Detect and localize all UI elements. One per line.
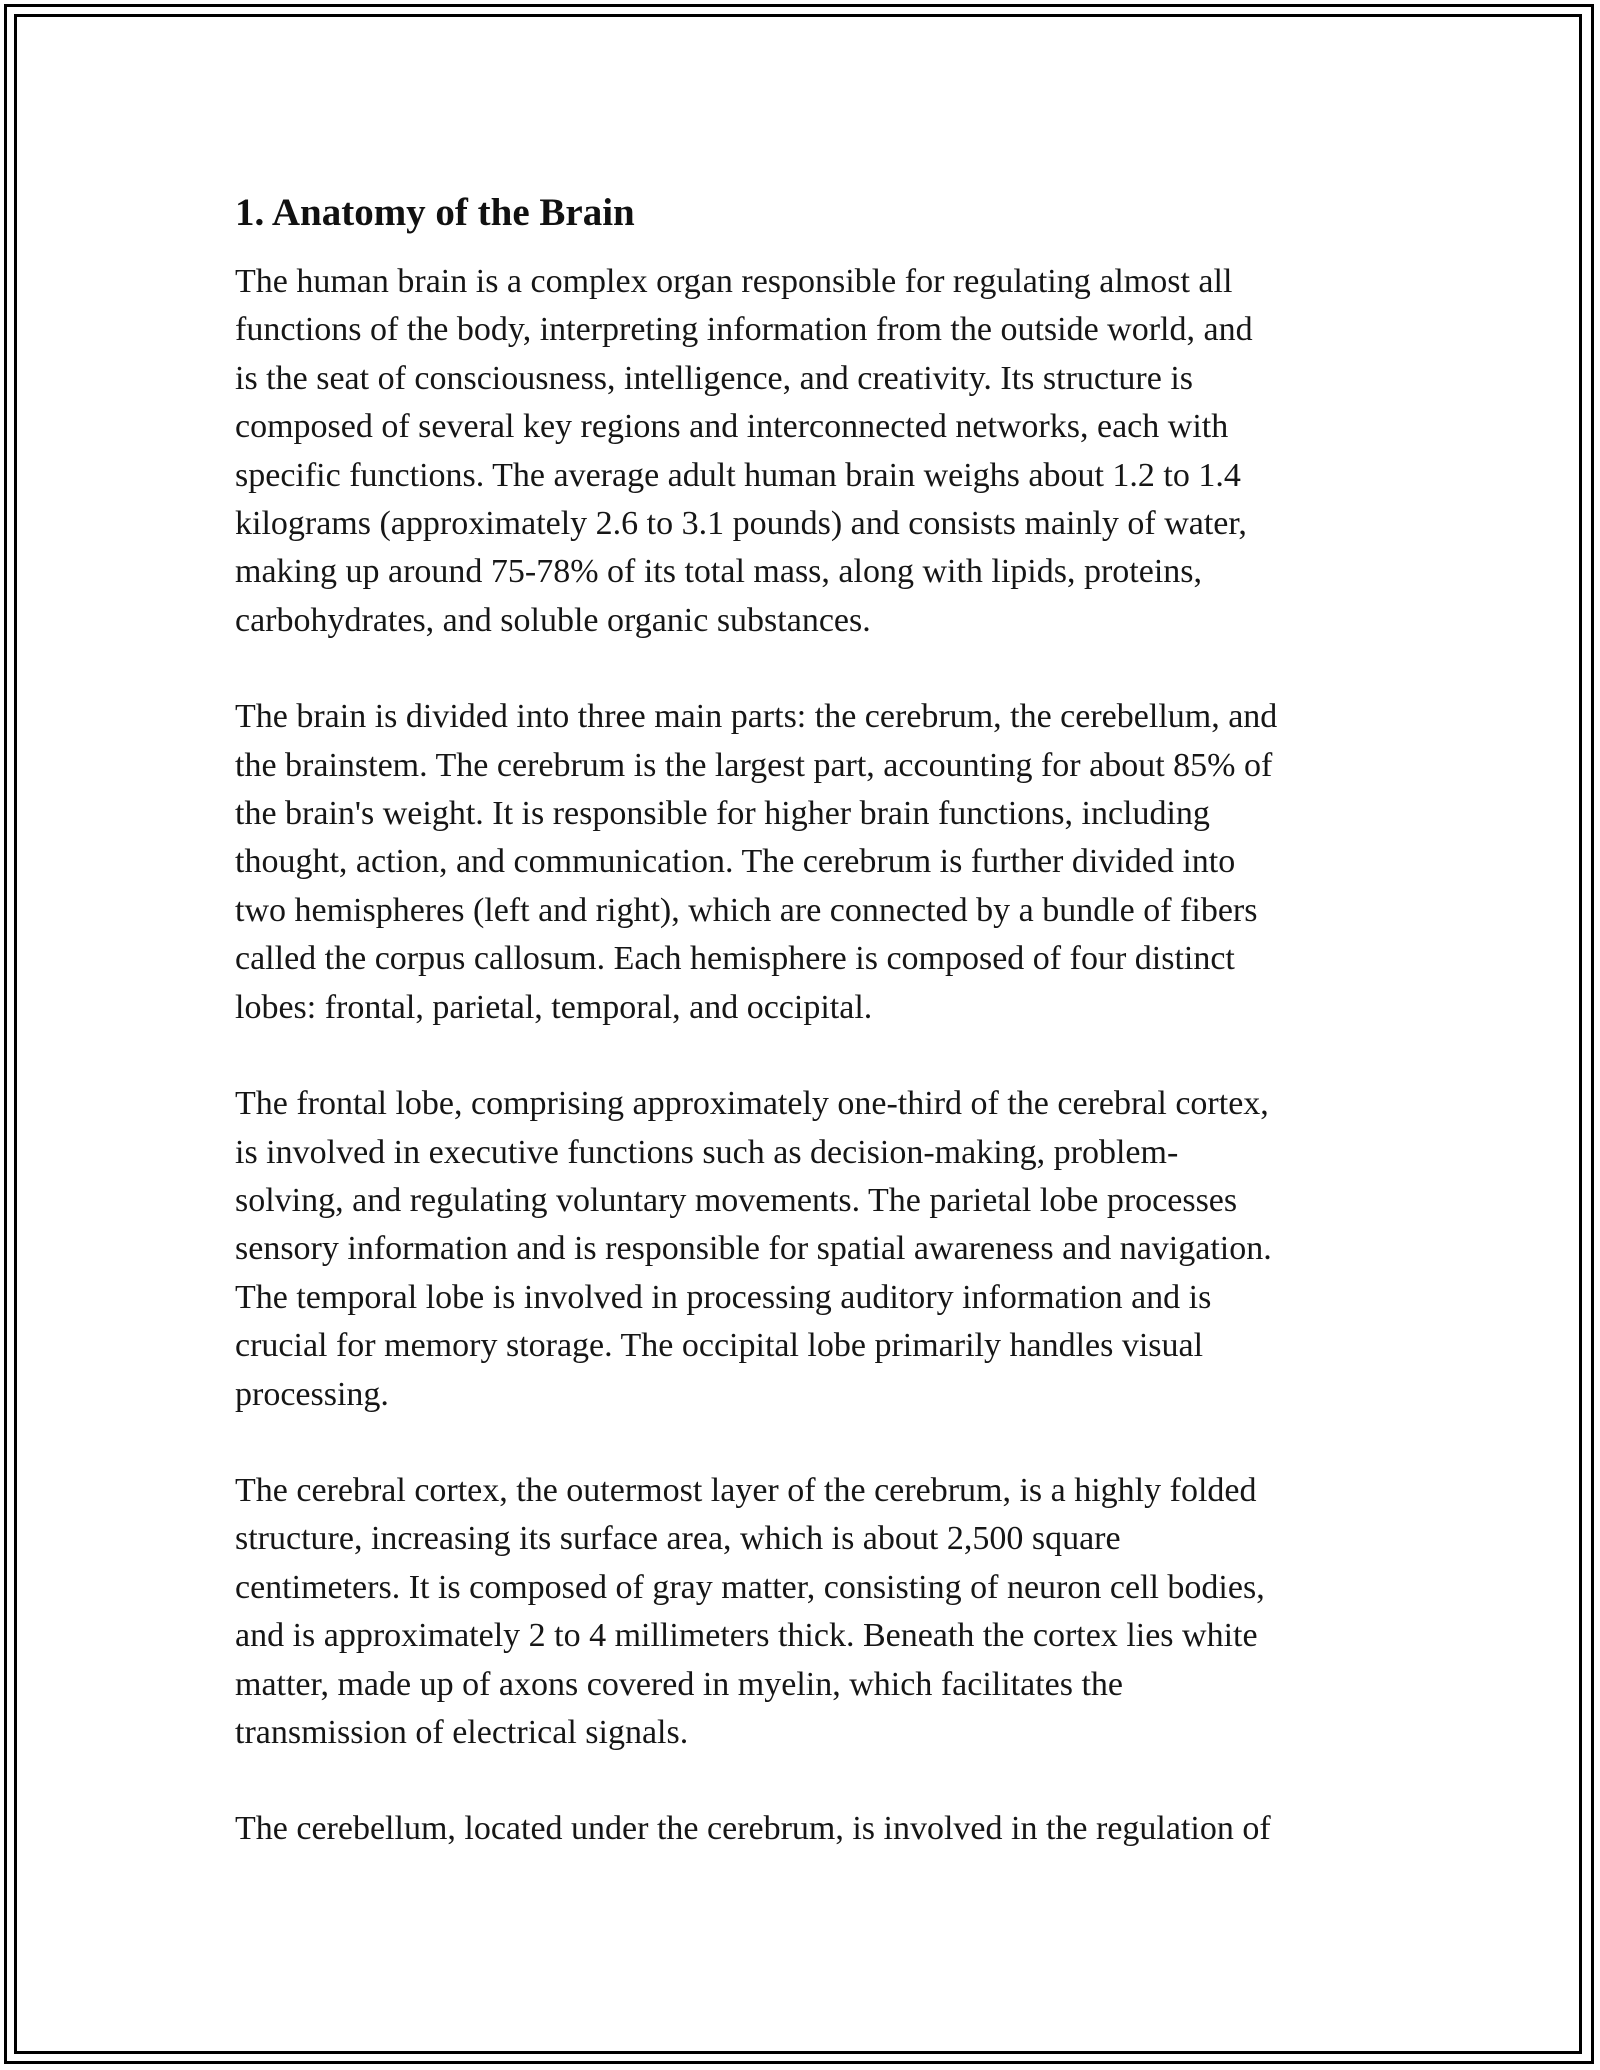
text-line: solving, and regulating voluntary movements. The parietal lobe processes <box>235 1181 1238 1219</box>
text-line: two hemispheres (left and right), which are connected by a bundle of fibers <box>235 891 1258 929</box>
text-line: The brain is divided into three main parts: the cerebrum, the cerebellum, and <box>235 698 1278 736</box>
text-line: sensory information and is responsible for spatial awareness and navigation. <box>235 1230 1272 1268</box>
text-line: processing. <box>235 1375 389 1413</box>
text-line: making up around 75-78% of its total mass, along with lipids, proteins, <box>235 553 1203 591</box>
text-line: lobes: frontal, parietal, temporal, and occipital. <box>235 988 873 1026</box>
text-line: functions of the body, interpreting information from the outside world, and <box>235 311 1253 349</box>
text-line: the brainstem. The cerebrum is the largest part, accounting for about 85% of <box>235 746 1273 784</box>
section-title: 1. Anatomy of the Brain <box>235 191 635 234</box>
text-line: and is approximately 2 to 4 millimeters thick. Beneath the cortex lies white <box>235 1617 1258 1655</box>
text-line: structure, increasing its surface area, which is about 2,500 square <box>235 1520 1121 1558</box>
paragraph-brain-overview <box>235 258 1375 645</box>
text-line: kilograms (approximately 2.6 to 3.1 pounds) and consists mainly of water, <box>235 505 1247 543</box>
text-line: The frontal lobe, comprising approximately one-third of the cerebral cortex, <box>235 1085 1269 1123</box>
paragraph-cerebellum <box>235 1805 1375 1853</box>
text-line: crucial for memory storage. The occipital lobe primarily handles visual <box>235 1327 1204 1365</box>
text-line: centimeters. It is composed of gray matter, consisting of neuron cell bodies, <box>235 1568 1265 1606</box>
text-line: the brain's weight. It is responsible for higher brain functions, including <box>235 795 1210 833</box>
text-line: called the corpus callosum. Each hemisphere is composed of four distinct <box>235 940 1235 978</box>
text-line: The human brain is a complex organ responsible for regulating almost all <box>235 263 1233 300</box>
text-line: specific functions. The average adult human brain weighs about 1.2 to 1.4 <box>235 456 1241 494</box>
text-line: carbohydrates, and soluble organic substances. <box>235 601 871 639</box>
paragraph-brain-parts <box>235 693 1375 1032</box>
text-line: composed of several key regions and interconnected networks, each with <box>235 408 1229 446</box>
text-line: The temporal lobe is involved in processing auditory information and is <box>235 1278 1212 1316</box>
paragraph-cerebral-cortex <box>235 1467 1375 1757</box>
text-line: thought, action, and communication. The cerebrum is further divided into <box>235 843 1236 881</box>
text-line: matter, made up of axons covered in myelin, which facilitates the <box>235 1665 1124 1703</box>
paragraph-lobes <box>235 1080 1375 1419</box>
text-line: is the seat of consciousness, intelligence, and creativity. Its structure is <box>235 359 1194 397</box>
text-line: The cerebellum, located under the cerebrum, is involved in the regulation of <box>235 1810 1271 1848</box>
document-body <box>235 188 1375 1902</box>
text-line: transmission of electrical signals. <box>235 1713 689 1751</box>
text-line: The cerebral cortex, the outermost layer of the cerebrum, is a highly folded <box>235 1471 1257 1509</box>
text-line: is involved in executive functions such as decision-making, problem- <box>235 1133 1179 1171</box>
